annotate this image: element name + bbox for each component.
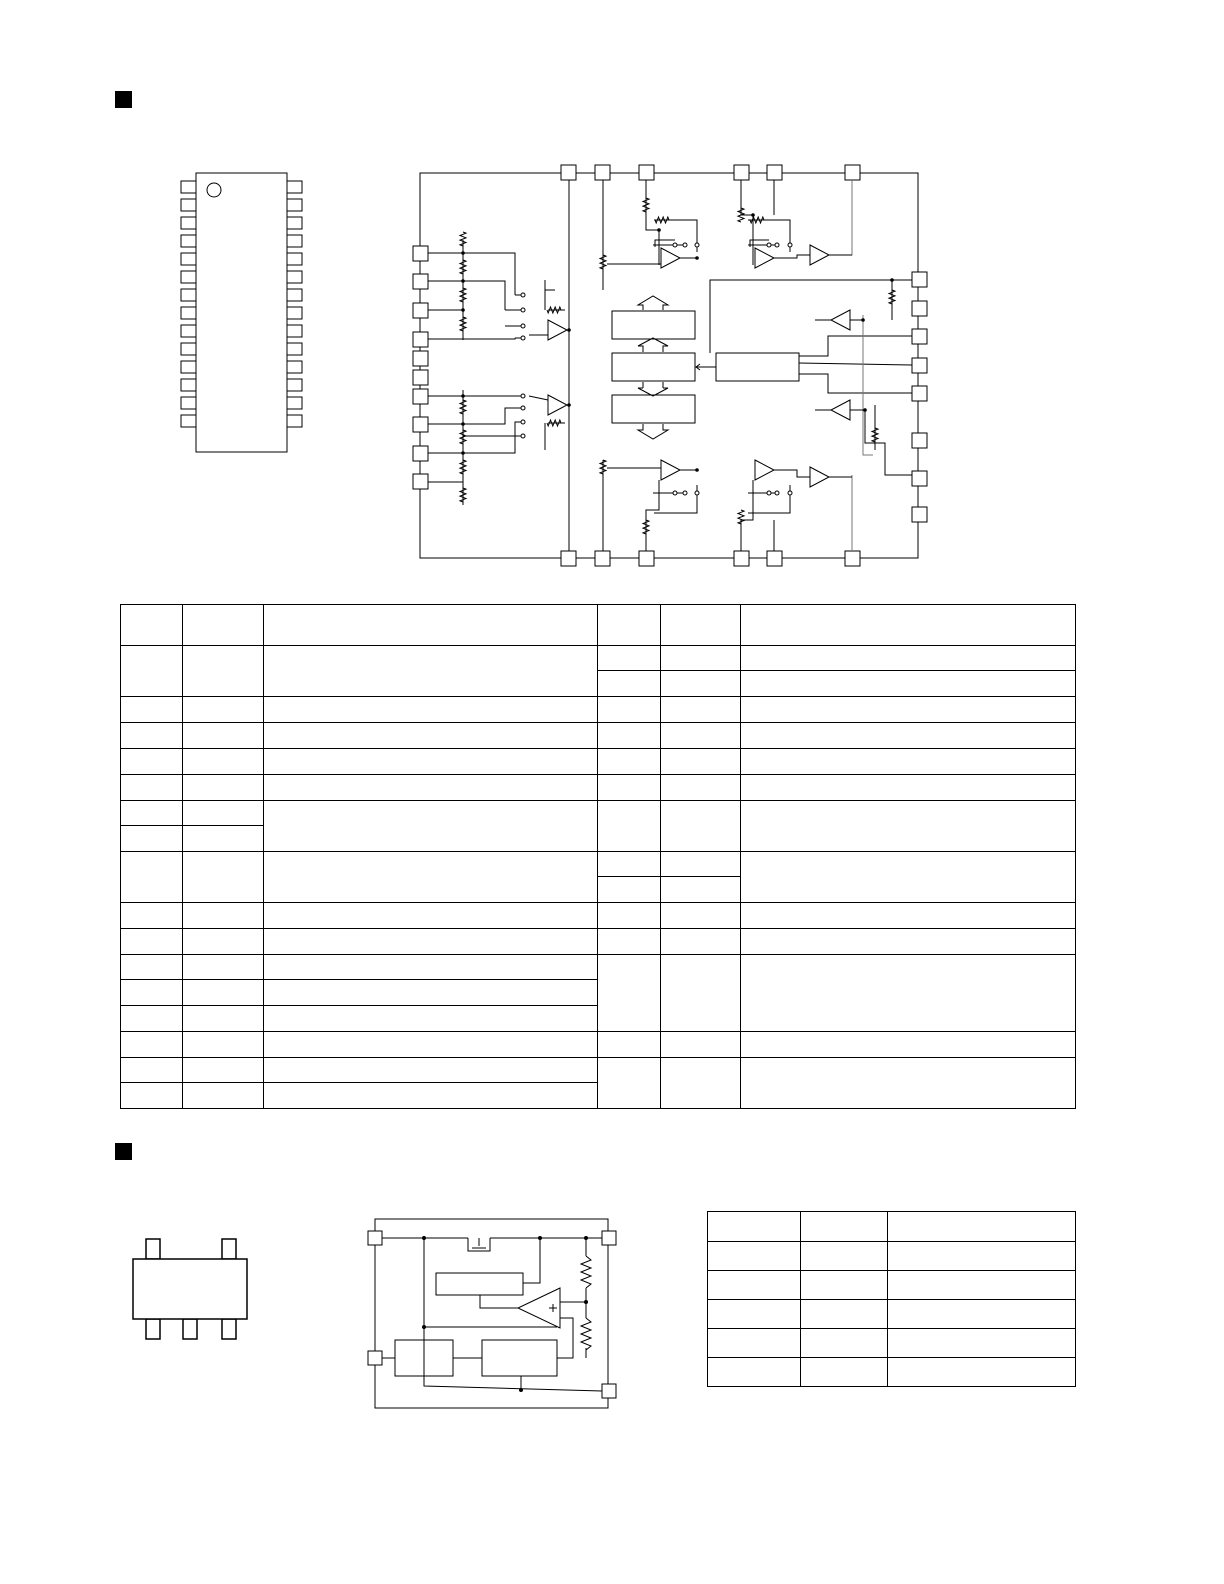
switch-contact	[521, 420, 525, 424]
package-pin-left	[181, 181, 196, 193]
switch-contact	[521, 293, 525, 297]
table-row	[121, 646, 1076, 671]
block-diagram	[405, 160, 935, 575]
resistor	[655, 217, 669, 223]
package-pin-left	[181, 235, 196, 247]
switch-contact	[775, 243, 779, 247]
package-pin-left	[181, 217, 196, 229]
switch-contact	[521, 336, 525, 340]
junction-dot	[861, 318, 865, 322]
table-row	[121, 852, 1076, 877]
resistor	[460, 460, 466, 474]
switch-contact	[788, 491, 792, 495]
table-header-row	[121, 605, 1076, 646]
junction-dot	[461, 279, 465, 283]
table-row	[121, 929, 1076, 955]
switch-contact	[521, 394, 525, 398]
switch-contact	[767, 491, 771, 495]
package-pin-left	[181, 415, 196, 427]
regulator-pin-table	[707, 1211, 1076, 1387]
switch-contact	[695, 243, 699, 247]
package-pin-right	[287, 271, 302, 283]
table-row	[121, 955, 1076, 980]
package-pin-right	[287, 199, 302, 211]
package-pin-right	[287, 235, 302, 247]
junction-dot	[657, 228, 661, 232]
package-pin-right	[287, 397, 302, 409]
table-row	[121, 775, 1076, 801]
table-row	[708, 1300, 1076, 1329]
package-pin-left	[181, 199, 196, 211]
junction-dot	[890, 278, 894, 282]
resistor	[547, 307, 561, 313]
resistor	[600, 460, 606, 474]
package-pin-left	[181, 271, 196, 283]
switch-contact	[775, 491, 779, 495]
section-1-marker	[115, 91, 132, 108]
resistor	[460, 400, 466, 414]
sot23-package-outline	[125, 1230, 260, 1345]
table-row	[121, 903, 1076, 929]
switch-contact	[683, 491, 687, 495]
switch-contact	[788, 243, 792, 247]
table-row	[708, 1358, 1076, 1387]
switch-contact	[767, 243, 771, 247]
resistor	[889, 290, 895, 304]
junction-dot	[461, 422, 465, 426]
regulator-block-diagram	[360, 1208, 625, 1418]
switch-contact	[695, 491, 699, 495]
switch-contact	[683, 243, 687, 247]
package-pin-right	[287, 289, 302, 301]
package-pin-right	[287, 379, 302, 391]
resistor	[738, 510, 744, 524]
package-pin-left	[181, 343, 196, 355]
resistor	[750, 217, 764, 223]
table-row	[708, 1271, 1076, 1300]
table-header-row	[708, 1212, 1076, 1242]
junction-dot	[461, 451, 465, 455]
resistor	[600, 255, 606, 269]
package-pin-right	[287, 361, 302, 373]
junction-dot	[461, 394, 465, 398]
package-pin-left	[181, 253, 196, 265]
pin-description-table	[120, 604, 1076, 1109]
table-row	[121, 801, 1076, 826]
package-pin-right	[287, 325, 302, 337]
resistor	[460, 488, 466, 502]
switch-contact	[521, 324, 525, 328]
resistor	[643, 520, 649, 534]
resistor	[547, 420, 561, 426]
junction-dot	[695, 256, 699, 260]
package-pin-left	[181, 307, 196, 319]
package-pin-left	[181, 289, 196, 301]
table-row	[121, 723, 1076, 749]
switch-contact	[521, 308, 525, 312]
package-pin-right	[287, 307, 302, 319]
switch-contact	[673, 491, 677, 495]
table-row	[121, 1032, 1076, 1058]
table-row	[121, 697, 1076, 723]
section-2-marker	[115, 1143, 132, 1160]
table-row	[708, 1242, 1076, 1271]
junction-dot	[863, 408, 867, 412]
package-pin-left	[181, 397, 196, 409]
junction-dot	[695, 468, 699, 472]
package-pin-left	[181, 325, 196, 337]
package-pin-left	[181, 361, 196, 373]
package-pin-left	[181, 379, 196, 391]
resistor	[460, 232, 466, 246]
switch-contact	[521, 434, 525, 438]
junction-dot	[461, 251, 465, 255]
junction-dot	[461, 308, 465, 312]
package-pin-right	[287, 415, 302, 427]
resistor	[460, 260, 466, 274]
package-pin-right	[287, 343, 302, 355]
junction-dot	[567, 328, 571, 332]
resistor	[460, 317, 466, 331]
junction-dot	[751, 213, 755, 217]
package-pin-right	[287, 253, 302, 265]
table-row	[708, 1329, 1076, 1358]
package-pin-right	[287, 217, 302, 229]
junction-dot	[567, 403, 571, 407]
package-pin-right	[287, 181, 302, 193]
table-row	[121, 1058, 1076, 1083]
resistor	[872, 428, 878, 442]
switch-contact	[673, 243, 677, 247]
table-row	[121, 749, 1076, 775]
ic-package-outline	[170, 165, 315, 465]
resistor	[643, 198, 649, 212]
resistor	[460, 430, 466, 444]
resistor	[460, 288, 466, 302]
switch-contact	[521, 406, 525, 410]
